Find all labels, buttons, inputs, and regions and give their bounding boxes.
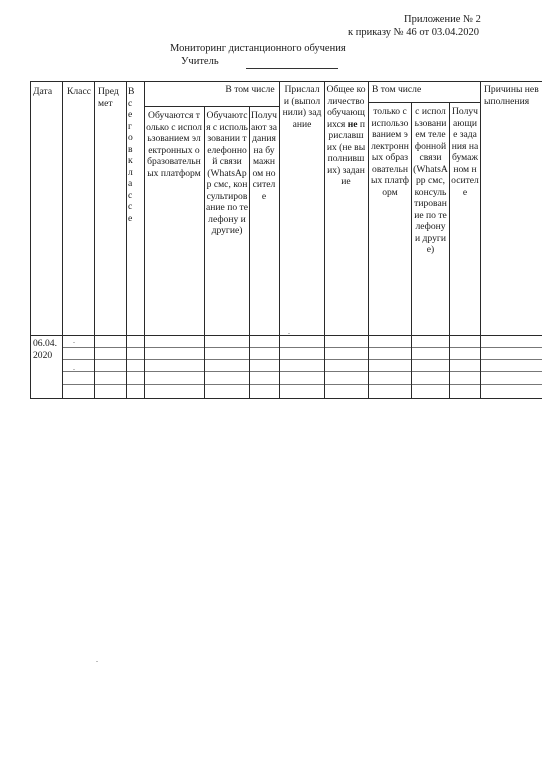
group1-label: В том числе: [225, 84, 275, 95]
appendix-label: Приложение № 2: [404, 14, 481, 25]
col-date-header: Дата: [33, 86, 53, 97]
teacher-label: Учитель: [181, 56, 219, 67]
col-reason-header: Причины невыполнения: [484, 84, 539, 107]
col-total-header: Всего в классе: [128, 86, 135, 224]
scan-speck: .: [73, 363, 75, 372]
order-reference: к приказу № 46 от 03.04.2020: [348, 27, 479, 38]
not-sent-part2: приславших (не выполнивших) задание: [326, 118, 366, 187]
not-sent-part1: Общее количество обучающихся: [326, 84, 366, 130]
teacher-signature-line: [246, 68, 338, 69]
scan-speck: .: [288, 327, 290, 336]
sub-paper-header: Получают задания на бумажном носителе: [251, 110, 277, 202]
scan-speck: .: [73, 336, 75, 345]
not-sent-bold: не: [347, 118, 358, 130]
scan-speck: .: [96, 655, 98, 664]
col-sent-header: Прислали (выполнили) задание: [282, 84, 322, 130]
sub2-paper-header: Получающие задания на бумажном носителе: [451, 106, 479, 198]
sub2-platforms-header: только с использованием электронных образовательных платформ: [371, 106, 409, 198]
sub2-phone-header: с использованием телефонной связи (WhatsApp смс, консультирование по телефону и другие): [413, 106, 448, 255]
row-date-cell: 06.04.2020: [33, 338, 57, 361]
col-not-sent-header: [326, 84, 366, 188]
col-class-header: Класс: [67, 86, 91, 97]
col-subject-header: Предмет: [98, 86, 119, 109]
document-title: Мониторинг дистанционного обучения: [170, 43, 346, 54]
sub-platforms-header: Обучаются только с использованием электронных образовательных платформ: [146, 110, 202, 179]
sub-phone-header: Обучаются с использовании телефонной связи (WhatsApp смс, консультирование по телефону и другие): [206, 110, 248, 236]
group2-label: В том числе: [372, 84, 422, 95]
